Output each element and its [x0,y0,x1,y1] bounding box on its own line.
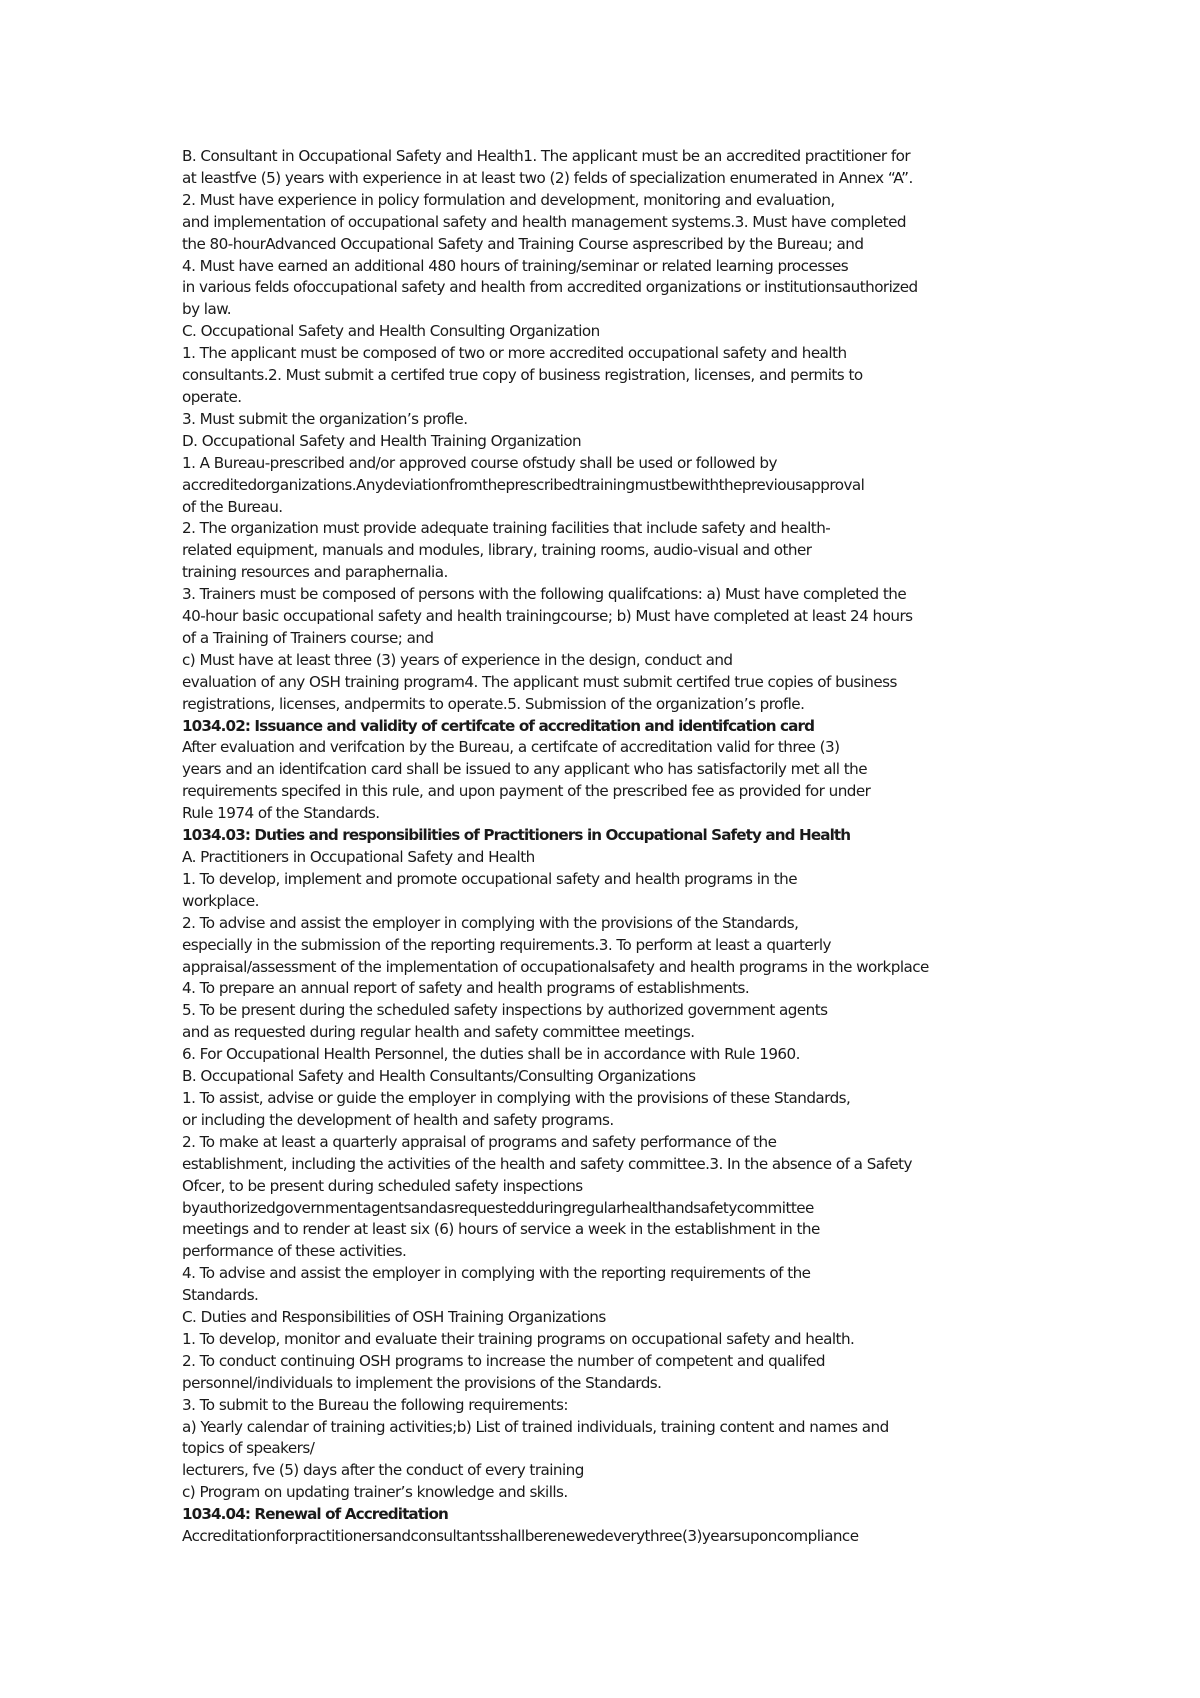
text-line: 1. To assist, advise or guide the employer in complying with the provisions of these Standards, [182,1088,851,1107]
text-line: related equipment, manuals and modules, library, training rooms, audio-visual and other [182,541,812,560]
text-line: at leastfve (5) years with experience in at least two (2) felds of specialization enumerated in Annex “A”. [182,168,913,187]
text-line: B. Occupational Safety and Health Consultants/Consulting Organizations [182,1067,696,1086]
text-line: of a Training of Trainers course; and [182,628,434,647]
text-line: 1. The applicant must be composed of two or more accredited occupational safety and health [182,344,847,363]
text-line: years and an identifcation card shall be issued to any applicant who has satisfactorily met all the [182,760,867,779]
text-line: 2. To advise and assist the employer in complying with the provisions of the Standards, [182,913,799,932]
text-line: of the Bureau. [182,497,283,516]
text-line: consultants.2. Must submit a certifed true copy of business registration, licenses, and permits to [182,366,863,385]
text-line: training resources and paraphernalia. [182,563,448,582]
text-line: requirements specifed in this rule, and upon payment of the prescribed fee as provided for under [182,782,871,801]
text-line: 5. To be present during the scheduled safety inspections by authorized government agents [182,1001,828,1020]
text-line: operate. [182,387,242,406]
text-line: accreditedorganizations.Anydeviationfromtheprescribedtrainingmustbewiththepreviousapproval [182,475,865,494]
text-line: byauthorizedgovernmentagentsandasrequestedduringregularhealthandsafetycommittee [182,1198,814,1217]
section-heading: 1034.03: Duties and responsibilities of Practitioners in Occupational Safety and Health [182,826,851,845]
text-line: Rule 1974 of the Standards. [182,804,380,823]
text-line: 3. Trainers must be composed of persons with the following qualifcations: a) Must have completed the [182,585,907,604]
text-line: A. Practitioners in Occupational Safety and Health [182,848,535,866]
text-line: 40-hour basic occupational safety and health trainingcourse; b) Must have completed at least 24 hours [182,607,913,626]
text-line: 2. The organization must provide adequate training facilities that include safety and health- [182,519,831,538]
text-line: workplace. [182,891,259,910]
text-line: 2. To conduct continuing OSH programs to increase the number of competent and qualifed [182,1351,826,1370]
text-line: c) Program on updating trainer’s knowledge and skills. [182,1483,568,1502]
text-line: topics of speakers/ [182,1439,315,1458]
text-line: and as requested during regular health and safety committee meetings. [182,1023,695,1042]
text-line: 2. To make at least a quarterly appraisal of programs and safety performance of the [182,1132,777,1151]
text-line: in various felds ofoccupational safety and health from accredited organizations or institutionsauthorized [182,278,918,297]
text-line: especially in the submission of the reporting requirements.3. To perform at least a quarterly [182,935,831,954]
text-line: C. Occupational Safety and Health Consulting Organization [182,322,600,341]
text-line: evaluation of any OSH training program4. The applicant must submit certifed true copies of business [182,672,897,691]
text-line: C. Duties and Responsibilities of OSH Training Organizations [182,1308,606,1327]
text-line: 3. Must submit the organization’s profle. [182,409,468,428]
text-line: lecturers, fve (5) days after the conduct of every training [182,1461,584,1480]
text-line: c) Must have at least three (3) years of experience in the design, conduct and [182,650,733,669]
text-line: and implementation of occupational safety and health management systems.3. Must have completed [182,212,906,231]
text-line: 4. To prepare an annual report of safety and health programs of establishments. [182,979,750,998]
text-line: Ofcer, to be present during scheduled safety inspections [182,1176,583,1195]
text-line: by law. [182,300,231,319]
text-line: D. Occupational Safety and Health Training Organization [182,431,582,450]
text-line: Standards. [182,1286,259,1305]
text-line: After evaluation and verifcation by the Bureau, a certifcate of accreditation valid for three (3) [182,738,840,757]
text-line: 1. A Bureau-prescribed and/or approved course ofstudy shall be used or followed by [182,453,777,472]
text-line: performance of these activities. [182,1242,407,1261]
section-heading: 1034.04: Renewal of Accreditation [182,1505,448,1524]
text-line: a) Yearly calendar of training activities;b) List of trained individuals, training content and names and [182,1417,889,1436]
text-line: 1. To develop, monitor and evaluate their training programs on occupational safety and health. [182,1329,855,1348]
text-line: personnel/individuals to implement the provisions of the Standards. [182,1373,662,1392]
text-line: 1. To develop, implement and promote occupational safety and health programs in the [182,869,797,888]
text-line: 4. To advise and assist the employer in complying with the reporting requirements of the [182,1264,811,1283]
text-line: the 80-hourAdvanced Occupational Safety and Training Course asprescribed by the Bureau; and [182,234,864,253]
text-line: registrations, licenses, andpermits to operate.5. Submission of the organization’s profle. [182,694,805,713]
text-line: meetings and to render at least six (6) hours of service a week in the establishment in the [182,1220,820,1239]
text-line: 2. Must have experience in policy formulation and development, monitoring and evaluation, [182,190,835,209]
text-line: appraisal/assessment of the implementation of occupationalsafety and health programs in the workplace [182,957,929,976]
document-body [182,146,1062,1548]
text-line: 6. For Occupational Health Personnel, the duties shall be in accordance with Rule 1960. [182,1045,800,1064]
text-line: establishment, including the activities of the health and safety committee.3. In the absence of a Safety [182,1154,912,1173]
text-line: 4. Must have earned an additional 480 hours of training/seminar or related learning processes [182,256,849,275]
text-line: or including the development of health and safety programs. [182,1110,614,1129]
text-line: 3. To submit to the Bureau the following requirements: [182,1395,568,1414]
text-line: B. Consultant in Occupational Safety and Health1. The applicant must be an accredited practitioner for [182,147,911,165]
text-line: Accreditationforpractitionersandconsultantsshallberenewedeverythree(3)yearsuponcompliance [182,1527,859,1546]
section-heading: 1034.02: Issuance and validity of certifcate of accreditation and identifcation card [182,716,815,735]
